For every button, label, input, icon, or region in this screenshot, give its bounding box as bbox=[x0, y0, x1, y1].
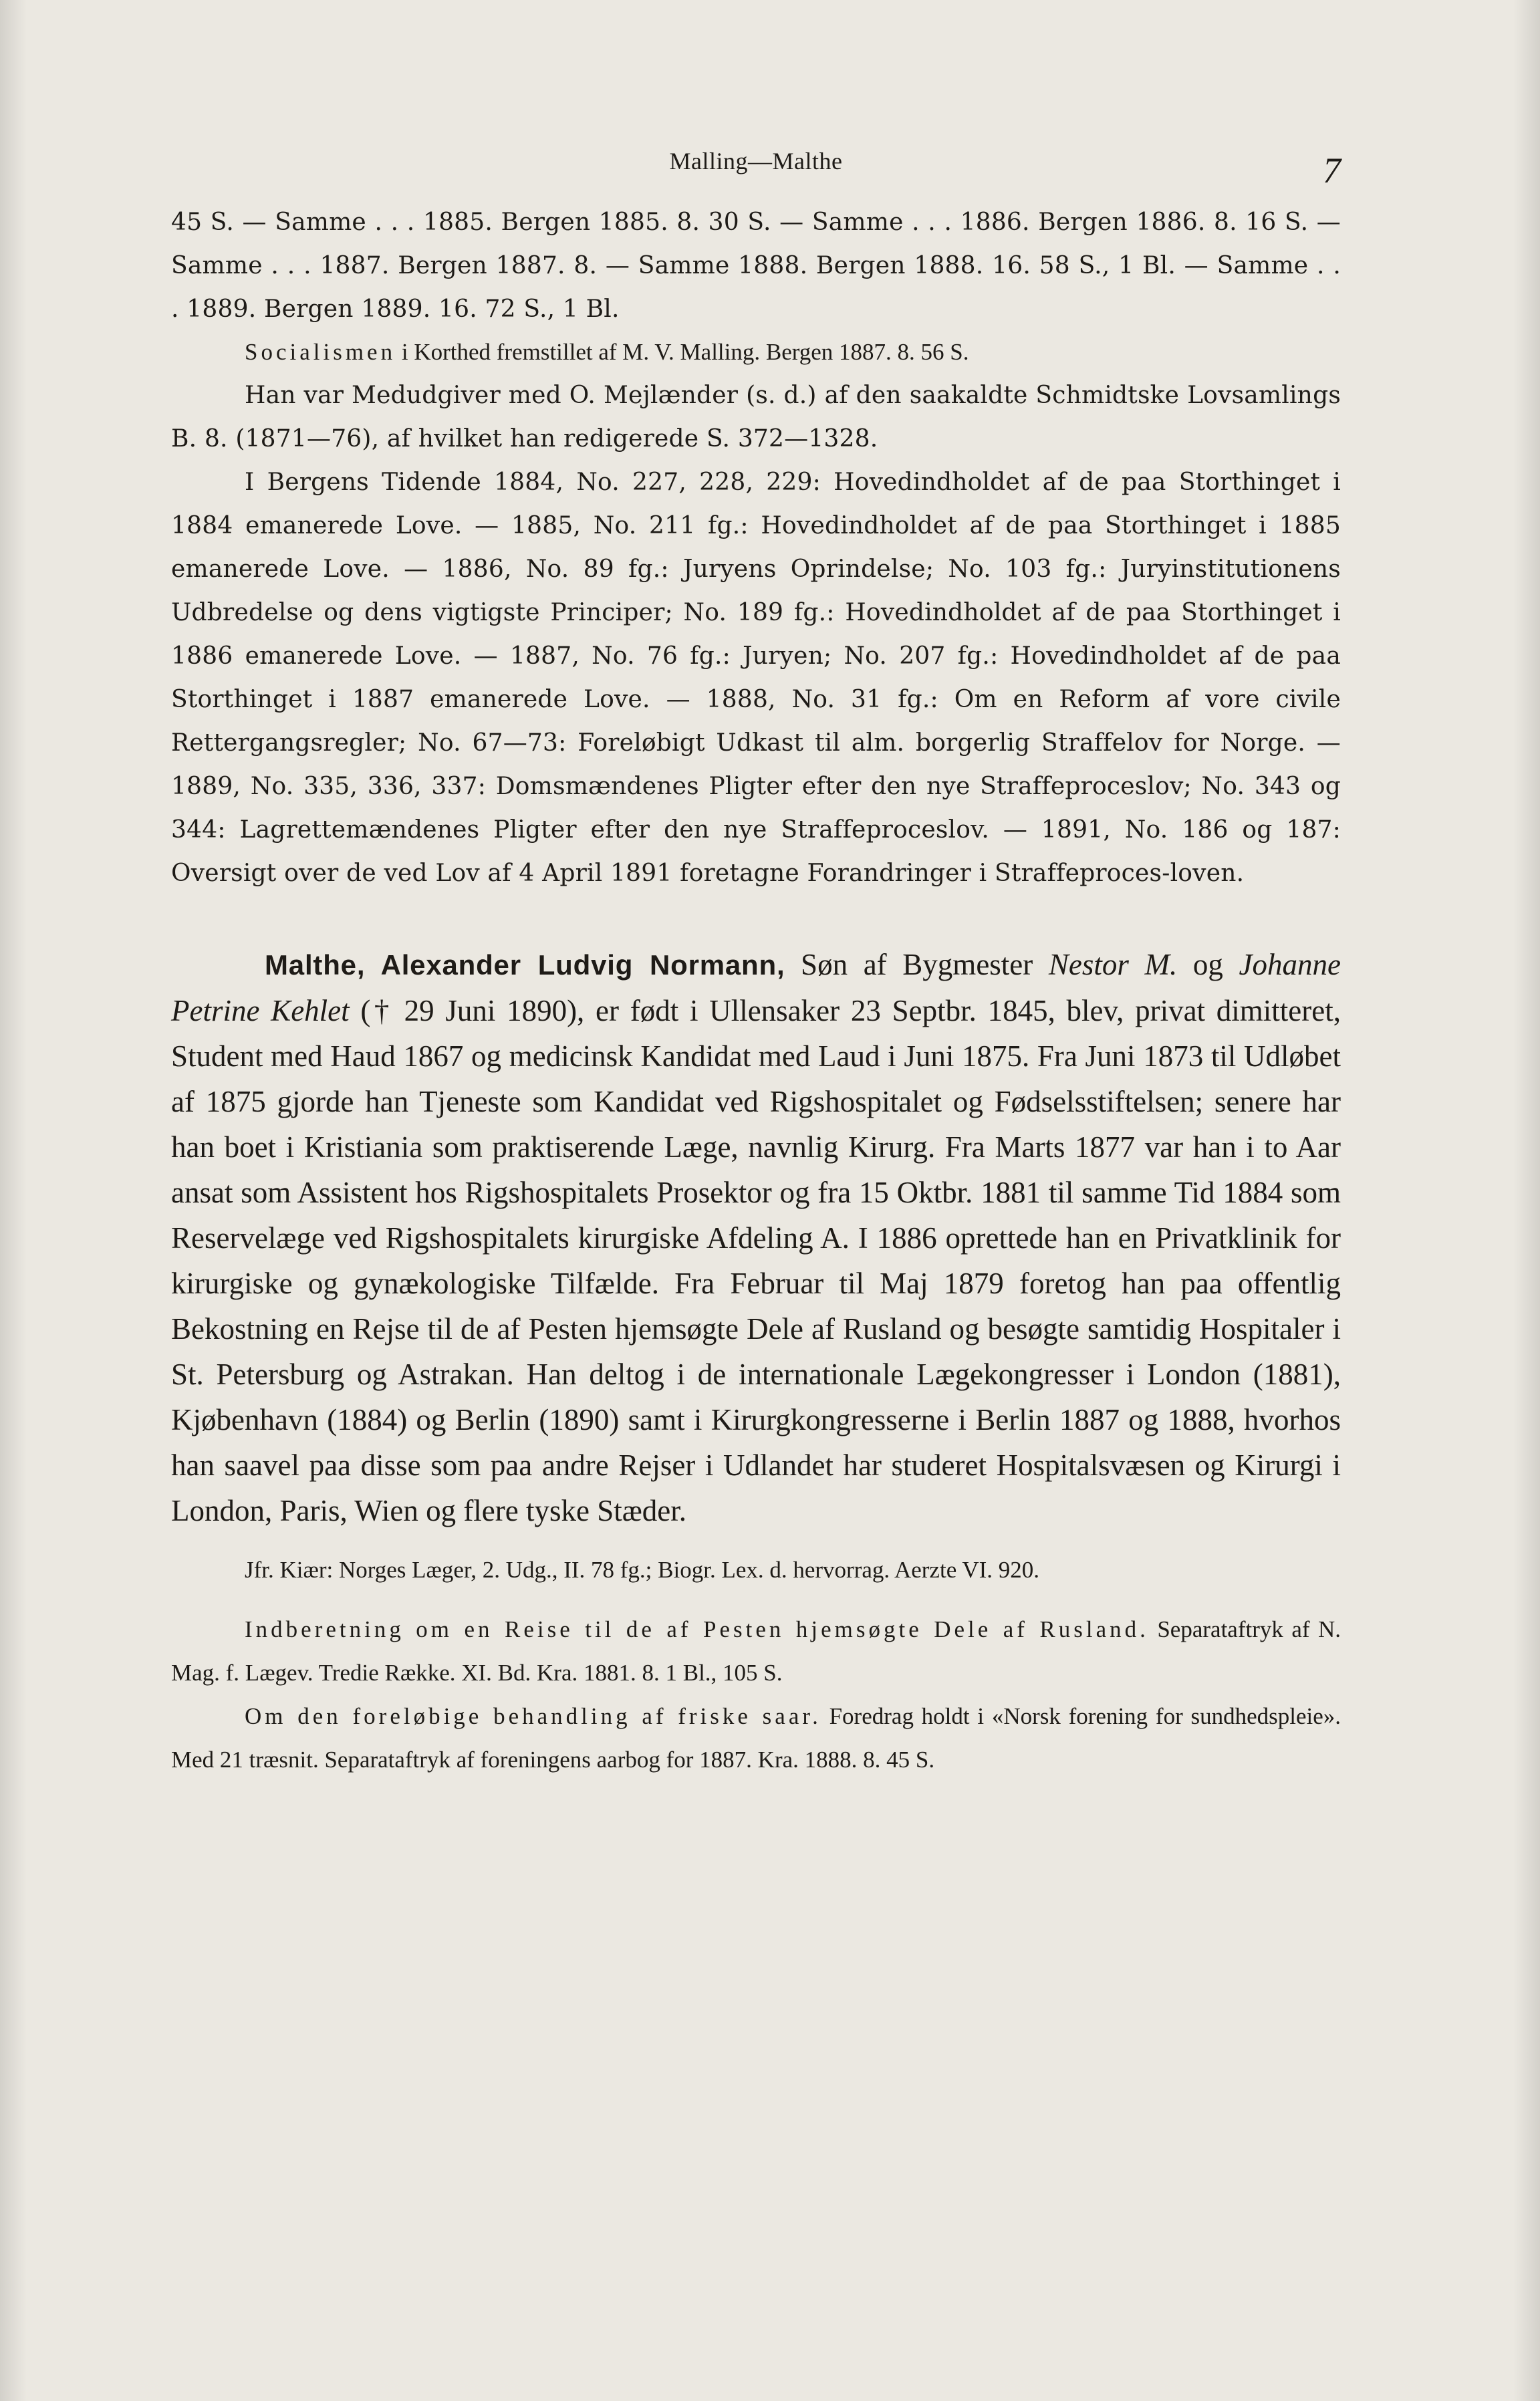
page-number: 7 bbox=[1323, 150, 1341, 191]
work-1-title: Indberetning om en Reise til de af Pesten hjemsøgte Dele af Rusland. bbox=[245, 1616, 1149, 1642]
page-header bbox=[171, 147, 1341, 201]
bergens-tidende-articles: I Bergens Tidende 1884, No. 227, 228, 229: Hovedindholdet af de paa Storthinget i 1884 emanerede Love. — 1885, No. 211 fg.: Hovedindholdet af de paa Storthinget i 1885 emanerede Love. — 1886, No. 89 fg.: Juryens Oprindelse; No. 103 fg.: Juryinstitutionens Udbredelse og dens vigtigste Principer; No. 189 fg.: Hovedindholdet af de paa Storthinget i 1886 emanerede Love. — 1887, No. 76 fg.: Juryen; No. 207 fg.: Hovedindholdet af de paa Storthinget i 1887 emanerede Love. — 1888, No. 31 fg.: Om en Reform af vore civile Rettergangsregler; No. 67—73: Foreløbigt Udkast til alm. borgerlig Straffelov for Norge. — 1889, No. 335, 336, 337: Domsmændenes Pligter efter den nye Straffeproceslov; No. 343 og 344: Lagrettemændenes Pligter efter den nye Straffeproceslov. — 1891, No. 186 og 187: Oversigt over de ved Lov af 4 April 1891 foretagne Forandringer i Straffeproces-loven. bbox=[171, 469, 1341, 887]
page-shadow-left bbox=[0, 0, 27, 2401]
reference-note: Jfr. Kiær: Norges Læger, 2. Udg., II. 78 fg.; Biogr. Lex. d. hervorrag. Aerzte VI. 920. bbox=[245, 1557, 1040, 1583]
work-2-title: Om den foreløbige behandling af friske saar. bbox=[245, 1703, 821, 1729]
father-name: Nestor M. bbox=[1048, 948, 1178, 981]
malling-editor-note: Han var Medudgiver med O. Mejlænder (s. d.) af den saakaldte Schmidtske Lovsamlings B. 8. (1871—76), af hvilket han redigerede S. 372—1328. bbox=[171, 382, 1341, 453]
socialismen-title: Socialismen bbox=[245, 339, 396, 365]
socialismen-entry bbox=[171, 331, 1341, 374]
work-entry-2 bbox=[171, 1694, 1341, 1781]
references bbox=[171, 1548, 1341, 1781]
page-content bbox=[171, 147, 1341, 1781]
work-entry-1 bbox=[171, 1608, 1341, 1694]
malthe-biography bbox=[171, 942, 1341, 1533]
work-2-details: Foredrag holdt i «Norsk forening for sundhedspleie». Med 21 træsnit. Separataftryk af foreningens aarbog for 1887. Kra. 1888. 8. 45 S. bbox=[171, 1703, 1341, 1773]
biography-name: Malthe, Alexander Ludvig Normann, bbox=[265, 949, 785, 981]
biography-text-3: († 29 Juni 1890), er født i Ullensaker 23 Septbr. 1845, blev, privat dimitteret, Student med Haud 1867 og medicinsk Kandidat med Laud i Juni 1875. Fra Juni 1873 til Udløbet af 1875 gjorde han Tjeneste som Kandidat ved Rigshospitalet og Fødselsstiftelsen; senere har han boet i Kristiania som praktiserende Læge, navnlig Kirurg. Fra Marts 1877 var han i to Aar ansat som Assistent hos Rigshospitalets Prosektor og fra 15 Oktbr. 1881 til samme Tid 1884 som Reservelæge ved Rigshospitalets kirurgiske Afdeling A. I 1886 oprettede han en Privatklinik for kirurgiske og gynækologiske Tilfælde. Fra Februar til Maj 1879 foretog han paa offentlig Bekostning en Rejse til de af Pesten hjemsøgte Dele af Rusland og besøgte samtidig Hospitaler i St. Petersburg og Astrakan. Han deltog i de internationale Lægekongresser i London (1881), Kjøbenhavn (1884) og Berlin (1890) samt i Kirurgkongresserne i Berlin 1887 og 1888, hvorhos han saavel paa disse som paa andre Rejser i Udlandet har studeret Hospitalsvæsen og Kirurgi i London, Paris, Wien og flere tyske Stæder. bbox=[171, 994, 1341, 1527]
biography-text-1: Søn af Bygmester bbox=[785, 948, 1049, 981]
malling-editions: 45 S. — Samme . . . 1885. Bergen 1885. 8. 30 S. — Samme . . . 1886. Bergen 1886. 8. 16 S. — Samme . . . 1887. Bergen 1887. 8. — Samme 1888. Bergen 1888. 16. 58 S., 1 Bl. — Samme . . . 1889. Bergen 1889. 16. 72 S., 1 Bl. bbox=[171, 209, 1341, 323]
running-head: Malling—Malthe bbox=[669, 148, 843, 174]
socialismen-details: i Korthed fremstillet af M. V. Malling. Bergen 1887. 8. 56 S. bbox=[401, 339, 969, 365]
mother-name: Johanne Petrine Kehlet bbox=[171, 948, 1341, 1027]
biography-text-2: og bbox=[1177, 948, 1239, 981]
page-shadow-right bbox=[1513, 0, 1540, 2401]
work-1-details: Separataftryk af N. Mag. f. Lægev. Tredie Række. XI. Bd. Kra. 1881. 8. 1 Bl., 105 S. bbox=[171, 1616, 1341, 1686]
